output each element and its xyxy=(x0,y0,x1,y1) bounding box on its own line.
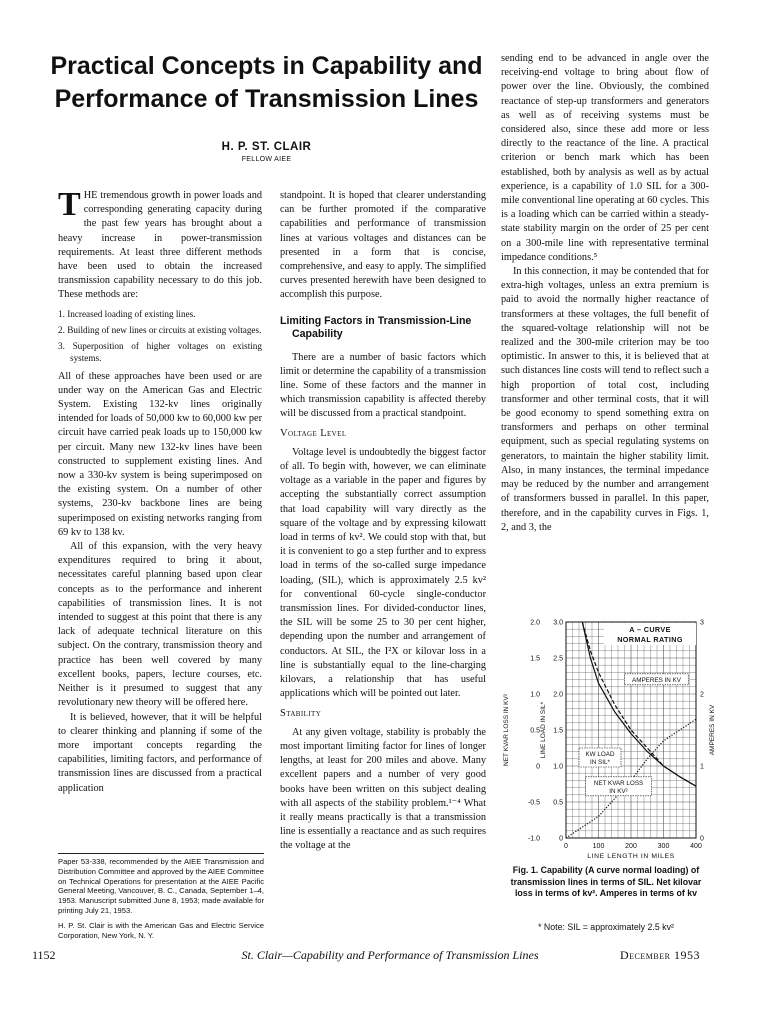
chart-grid xyxy=(566,622,696,838)
chart-title-line: NORMAL RATING xyxy=(617,635,683,644)
intro-paragraph xyxy=(58,186,262,303)
footnote-author-info: H. P. St. Clair is with the American Gas and Electric Service Corporation, New York, N. Y. xyxy=(58,920,264,940)
column-2 xyxy=(280,189,486,854)
kvar-tick-label: 1.5 xyxy=(530,655,540,663)
body-paragraph: Voltage level is undoubtedly the biggest factor of all. To begin with, however, we can eliminate voltage as a variable in the paper and figures by accepting the substantially correct assumption that load capability will vary directly as the square of the voltage and by expressing kilowatt load in terms of kv². We could stop with that, but it is convenient to go a step further and to express load in terms of the so-called surge impedance loading, (SIL), which is approximately 2.5 kv² for conventional 60-cycle single-conductor transmission lines. For divided-conductor lines, the SIL will be some 25 to 30 per cent higher, depending upon the number and arrangement of conductors. At SIL, the I²X or kilovar loss in a line is substantially equal to the line-charging kilovars, a relationship that has useful applications which will be pointed out later. xyxy=(280,446,486,700)
x-axis-label: LINE LENGTH IN MILES xyxy=(587,853,675,860)
section-heading: Limiting Factors in Transmission-Line Capability xyxy=(280,314,472,340)
figure-note: * Note: SIL = approximately 2.5 kv² xyxy=(538,922,674,932)
amp-axis-label: AMPERES IN KV xyxy=(709,704,716,756)
column-1 xyxy=(58,186,262,796)
kvar-tick-label: 0.5 xyxy=(530,727,540,735)
annotation-text: IN SIL* xyxy=(590,759,610,766)
amp-tick-label: 3 xyxy=(700,619,704,627)
body-paragraph: There are a number of basic factors which limit or determine the capability of a transmission line. Some of these factors and the manner in which transmission capability is affected thereby will be discussed from a practical standpoint. xyxy=(280,351,486,420)
annotation-text: IN KV² xyxy=(609,787,628,795)
kvar-tick-label: 2.0 xyxy=(530,619,540,627)
list-item: 3. Superposition of higher voltages on existing systems. xyxy=(58,340,262,363)
methods-list xyxy=(58,308,262,364)
annotation-text: KW LOAD xyxy=(585,751,615,758)
paper-title: Practical Concepts in Capability and Performance of Transmission Lines xyxy=(50,52,483,113)
body-paragraph: At any given voltage, stability is probably the most important limiting factor for lines of longer lengths, at least for 200 miles and above. Many excellent papers and a number of very good books have been written on this subject dealing with all aspects of the stability problem.¹⁻⁴ What it really means practically is that a transmission line is essentially a reactance and as such requires the voltage at the xyxy=(280,726,486,852)
annotation-text: AMPERES IN KV xyxy=(632,676,681,684)
drop-cap: T xyxy=(58,186,81,223)
author-name: H. P. ST. CLAIR xyxy=(221,141,312,153)
kvar-axis-label: NET KVAR LOSS IN KV² xyxy=(503,693,510,767)
author-membership: FELLOW AIEE xyxy=(241,156,292,163)
kvar-tick-label: 1.0 xyxy=(530,691,540,699)
kvar-tick-label: -0.5 xyxy=(527,799,540,807)
amp-tick-label: 1 xyxy=(700,763,704,771)
body-paragraph: It is believed, however, that it will be helpful to clearer thinking and planning if some of the more important concepts regarding the capabilities, limiting factors, and performance of transmission lines are discussed from a practical application xyxy=(58,711,262,794)
sil-tick-label: 0 xyxy=(559,835,563,843)
body-paragraph: All of these approaches have been used or are under way on the American Gas and Electric System. Existing 132-kv lines originally intended for loads of 50,000 kw to 60,000 kw per circuit have carried peak loads up to 150,000 kw per circuit. Many new 132-kv lines have been constructed to supplement existing lines. And now a 330-kv system is being superimposed on the existing system. On a number of other systems, 230-kv backbone lines are being superimposed on existing networks ranging from 69 kv to 138 kv. xyxy=(58,370,262,538)
sil-tick-label: 0.5 xyxy=(553,799,563,807)
x-tick-label: 200 xyxy=(625,843,637,850)
figure-caption: Fig. 1. Capability (A curve normal loading) of transmission lines in terms of SIL. Net kilovar loss in terms of kv². Amperes in terms of kv xyxy=(510,865,702,899)
intro-text: HE tremendous growth in power loads and corresponding generating capacity during the past few years has brought about a heavy increase in power-transmission requirements. At least three different methods have been used to obtain the increased transmission capability necessary to do this job. These methods are: xyxy=(58,190,262,301)
body-paragraph: standpoint. It is hoped that clearer understanding can be further promoted if the comparative capabilities and performance of transmission lines at various voltages and distances can be presented in a form that is concise, comprehensive, and easy to apply. The simplified curves presented herewith have been designed to accomplish this purpose. xyxy=(280,190,486,301)
sil-tick-label: 1.0 xyxy=(553,763,563,771)
running-footer: St. Clair—Capability and Performance of Transmission Lines xyxy=(241,948,539,962)
column-3 xyxy=(501,52,709,535)
issue-date: December 1953 xyxy=(620,948,700,962)
list-item: 2. Building of new lines or circuits at existing voltages. xyxy=(58,324,262,335)
chart-ticks xyxy=(528,620,704,851)
kvar-tick-label: -1.0 xyxy=(527,835,540,843)
x-tick-label: 300 xyxy=(657,843,670,850)
body-paragraph: In this connection, it may be contended that for extra-high voltages, unless an extra premium is paid to avoid the normally higher reactance of transformers at these voltages, the full benefit of the squared-voltage relationship will not be realized and the 300-mile criterion may be too optimistic. In answer to this, it is believed that at such distances line costs will tend to reflect such a high proportion of total cost, including transformer and other terminal costs, that it will be good economy to spend something extra on transformers and perhaps on other terminal equipment, such as special regulating systems on generators, to maintain the higher stability limit. Also, in many instances, the terminal impedance may be reduced by the number and arrangement of transformers bussed in parallel. In this paper, therefore, and in the capability curves in Figs. 1, 2, and 3, the xyxy=(501,266,709,533)
chart-title-line: A – CURVE xyxy=(629,625,671,634)
list-item: 1. Increased loading of existing lines. xyxy=(58,308,196,319)
x-tick-label: 0 xyxy=(564,843,568,850)
sil-tick-label: 1.5 xyxy=(553,727,563,735)
amp-tick-label: 2 xyxy=(700,691,704,699)
sil-tick-label: 2.5 xyxy=(553,655,563,663)
sil-tick-label: 3.0 xyxy=(553,619,563,627)
subsection-heading: Voltage Level xyxy=(280,427,347,439)
kvar-tick-label: 0 xyxy=(536,763,540,771)
body-paragraph: sending end to be advanced in angle over the receiving-end voltage to bring about flow of power over the line. Obviously, the combined reactance of step-up transformers and generators as well as of receiving systems must be considered also, since these add more or less directly to the reactance of the line. A practical criterion or bench mark which has been established, both by analysis as well as by actual experience, is a capability of 1.0 SIL for a 300-mile conventional line operating at 60 cycles. This is a loading which can be carried within a steady-state stability margin on the order of 25 per cent on a 300-mile line with representative terminal impedance conditions.⁵ xyxy=(501,53,709,263)
sil-axis-label: LINE LOAD IN SIL* xyxy=(540,701,547,759)
body-paragraph: All of this expansion, with the very heavy expenditures required to bring it about, necessitates careful planning based upon clear concepts as to the performance and inherent capabilities of transmission lines. It is not intended to suggest at this point that there is any lack of adequate technical literature on this subject. On the contrary, transmission theory and practice has been well covered by many excellent books, papers, lecture courses, etc. Neither is it presumed to suggest that any revolutionary new theory will be offered here. xyxy=(58,541,262,709)
footnote-paper-info: Paper 53-338, recommended by the AIEE Transmission and Distribution Committee and approved by the AIEE Committee on Technical Operations for presentation at the AIEE Pacific General Meeting, Vancouver, B. C., Canada, September 1–4, 1953. Manuscript submitted June 8, 1953; made available for printing July 21, 1953. xyxy=(58,857,264,915)
footnote xyxy=(58,853,264,945)
sil-tick-label: 2.0 xyxy=(553,691,563,699)
x-tick-label: 100 xyxy=(592,843,605,850)
x-tick-label: 400 xyxy=(690,843,702,850)
amp-tick-label: 0 xyxy=(700,835,704,843)
page-number: 1152 xyxy=(32,948,56,962)
annotation-text: NET KVAR LOSS xyxy=(593,779,644,787)
subsection-heading: Stability xyxy=(280,707,322,719)
capability-chart xyxy=(500,610,718,862)
